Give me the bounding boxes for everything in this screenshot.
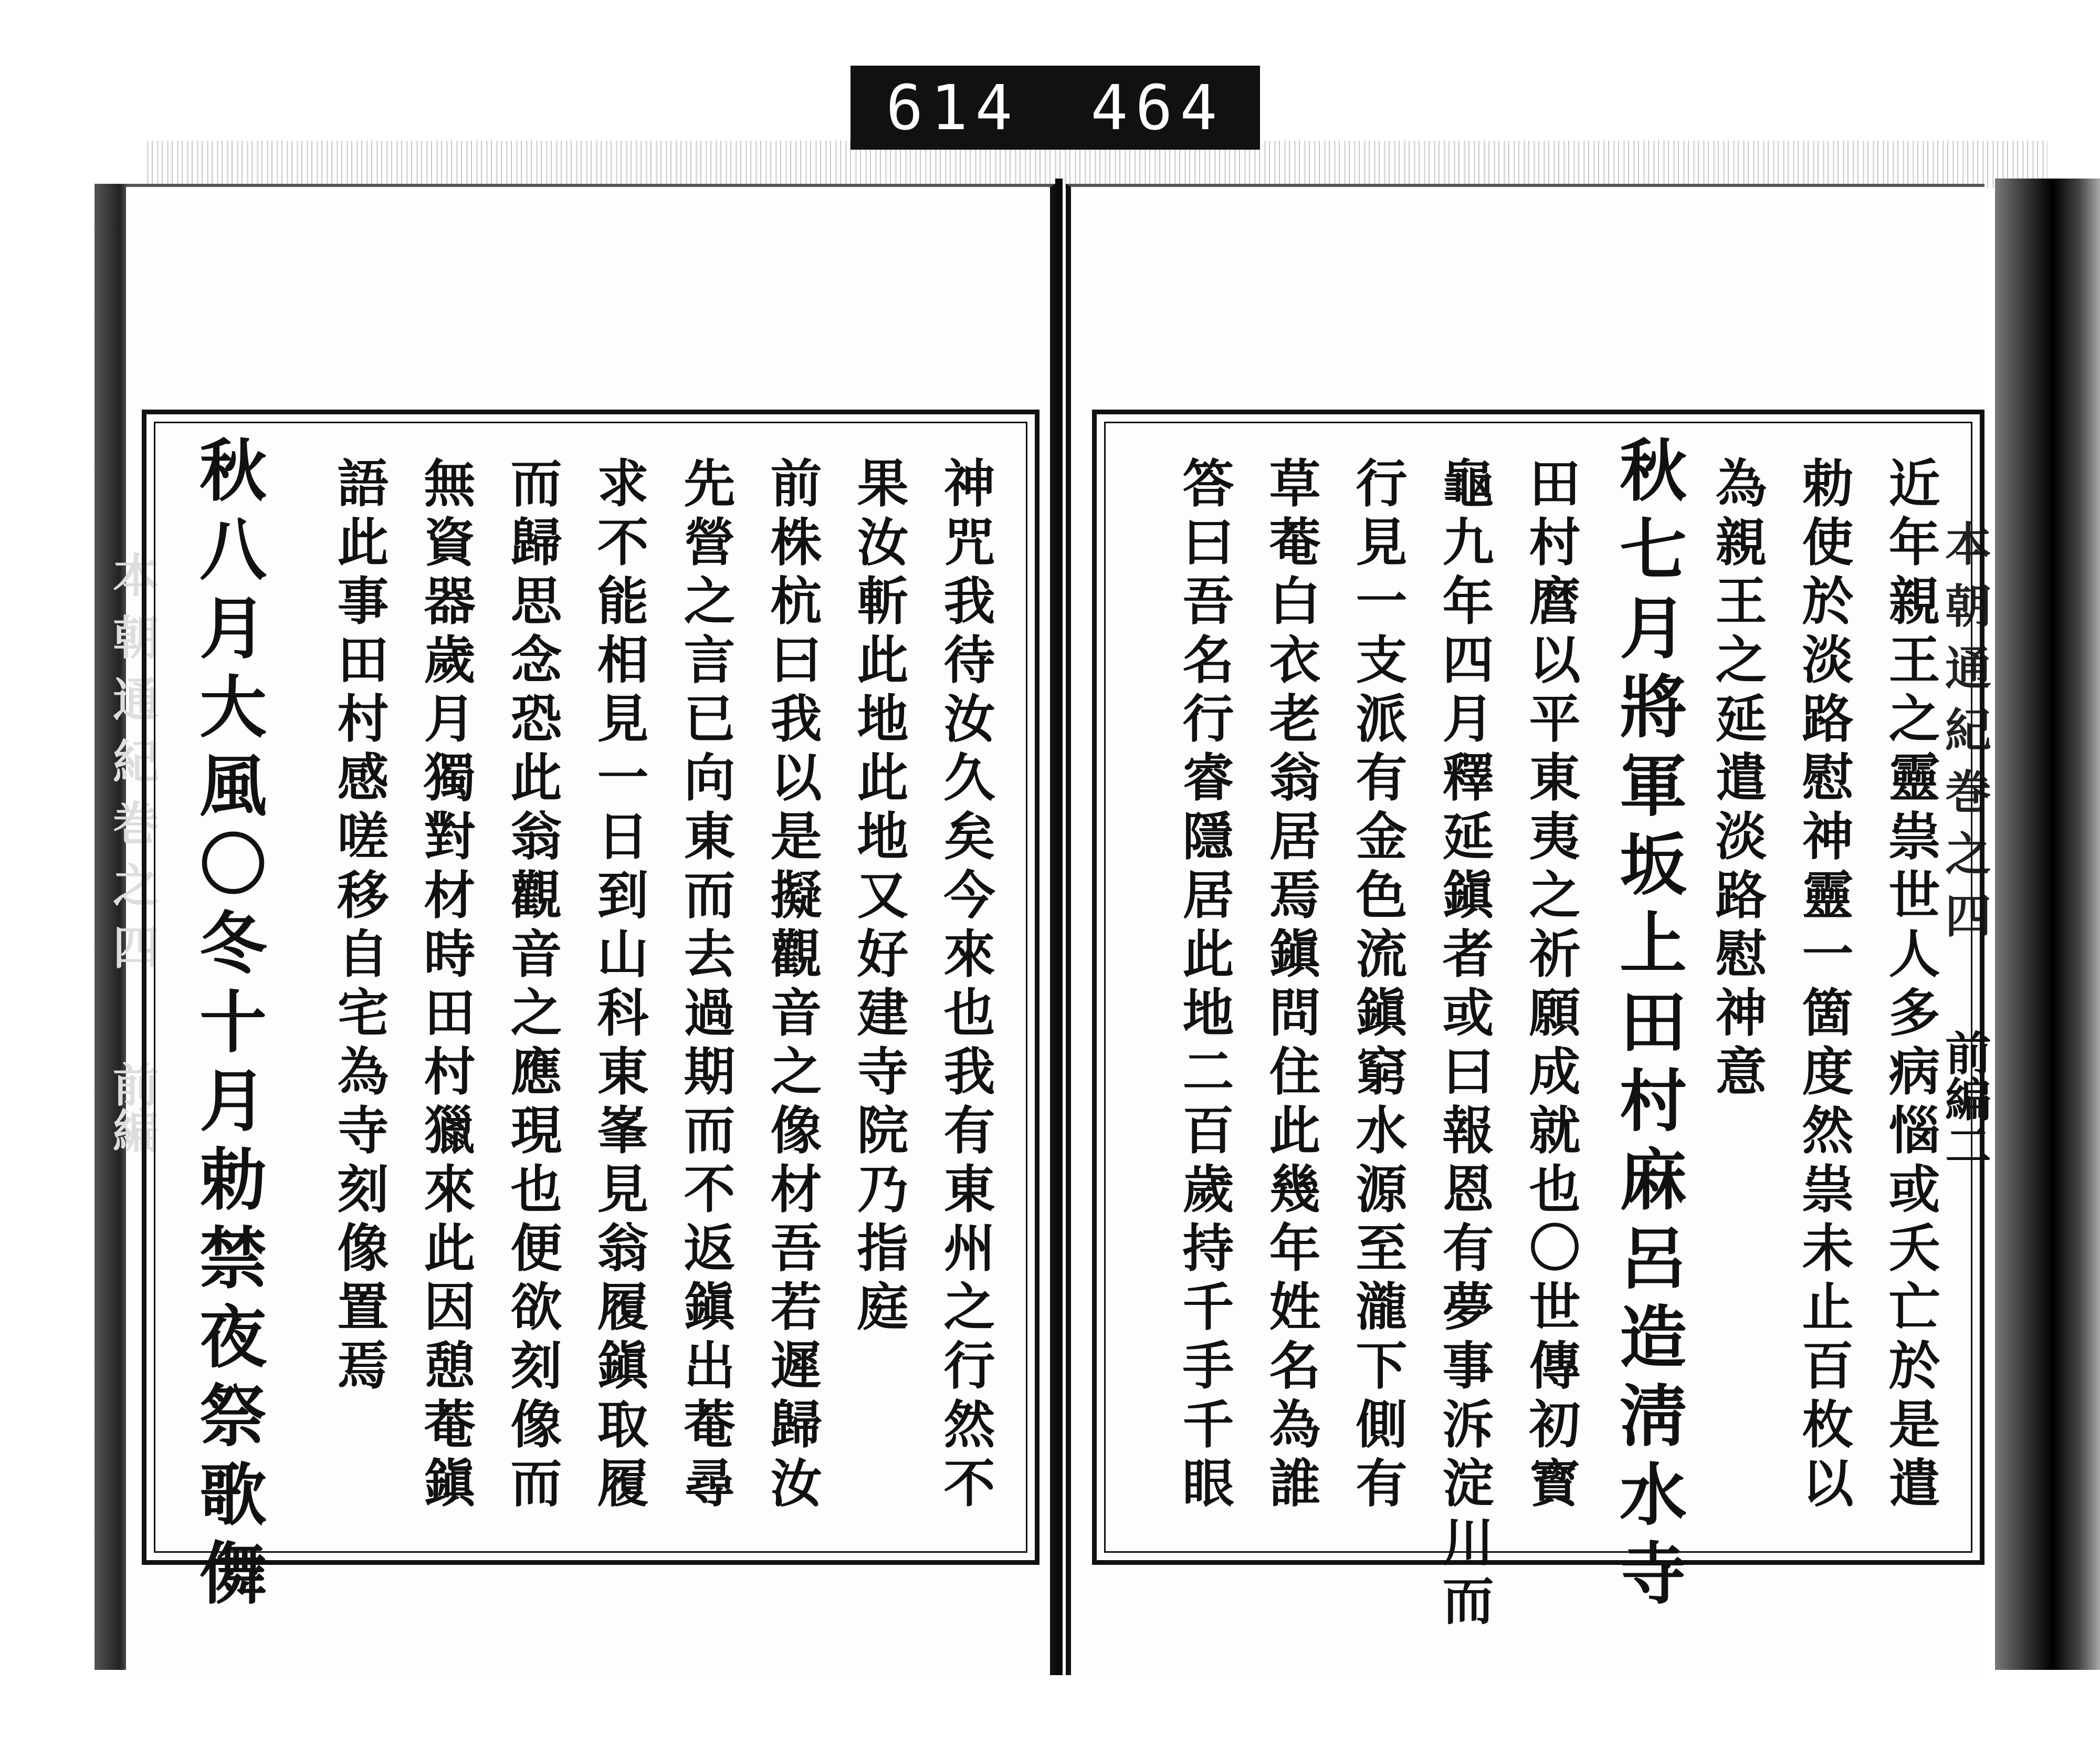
right-text-column: 龜九年四月釋延鎭者或曰報恩有夢事泝淀川而 (1434, 456, 1494, 1633)
right-page-text-frame (1092, 410, 1984, 1633)
left-text-column: 無資器歲月獨對材時田村獵來此因憩菴鎭 (415, 456, 476, 1515)
right-heading-column: 秋七月將軍坂上田村麻呂造淸水寺 (1608, 435, 1687, 1617)
archive-label (850, 66, 1260, 150)
right-page-margin-volume: 前編二 (1938, 1029, 1992, 1168)
left-text-column: 語此事田村感嗟移自宅為寺刻像置焉 (329, 456, 389, 1397)
right-text-column: 田村麿以平東夷之祈願成就也〇世傳初寳 (1520, 456, 1581, 1515)
left-text-column: 而歸思念恐此翁觀音之應現也便欲刻像而 (502, 456, 562, 1515)
right-text-column: 草菴白衣老翁居焉鎭問住此幾年姓名為誰 (1261, 456, 1321, 1515)
left-text-column: 求不能相見一日到山科東峯見翁履鎭取履 (589, 456, 649, 1515)
right-page-margin-title: 本朝通紀巻之四 (1938, 520, 1992, 954)
book-edge-right (1995, 179, 2100, 1670)
left-text-column: 神咒我待汝久矣今來也我有東州之行然不 (935, 456, 995, 1515)
right-text-column: 近年親王之靈祟世人多病惱或夭亡於是遣 (1880, 456, 1940, 1515)
left-page-text-frame (142, 410, 1040, 1617)
left-text-column: 果汝斬此地此地又好建寺院乃指庭 (848, 456, 909, 1339)
right-text-column: 勅使於淡路慰神靈一箇度然祟未止百枚以 (1793, 456, 1854, 1515)
left-text-column: 先營之言已向東而去過期而不返鎭出菴尋 (675, 456, 736, 1515)
left-page-margin-volume: 前編 (106, 1061, 160, 1153)
right-text-column: 答曰吾名行睿隱居此地二百歲持千手千眼 (1174, 456, 1234, 1515)
right-text-column: 行見一支派有金色流鎭窮水源至瀧下側有 (1347, 456, 1408, 1515)
left-heading-column: 秋八月大風〇冬十月勅禁夜祭歌儛 (188, 435, 267, 1617)
archive-number-left: 614 (886, 71, 1020, 144)
book-spine (1055, 179, 1063, 1675)
left-page-margin-title: 本朝通紀巻之四 (106, 551, 160, 985)
left-text-column: 前株杭曰我以是擬觀音之像材吾若遲歸汝 (762, 456, 822, 1515)
right-text-column: 為親王之延遣淡路慰神意 (1707, 456, 1767, 1103)
archive-number-right: 464 (1090, 71, 1225, 144)
